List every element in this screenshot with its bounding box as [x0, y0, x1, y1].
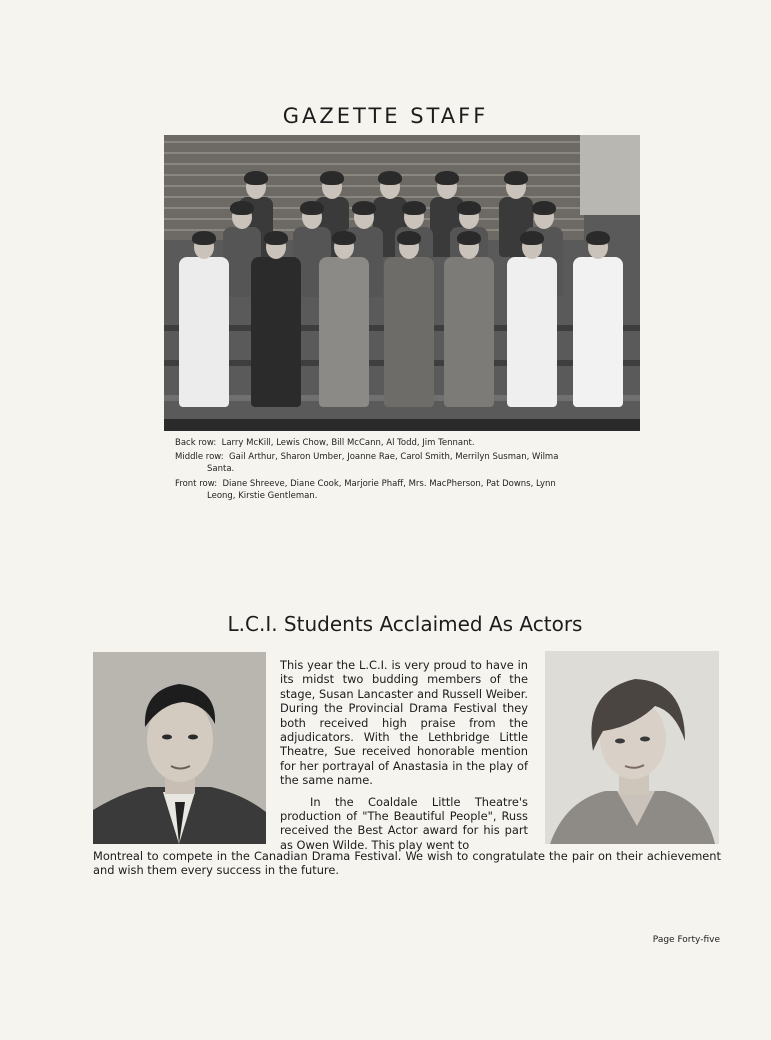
caption-back-row — [175, 437, 635, 449]
caption-names-cont: Leong, Kirstie Gentleman. — [207, 491, 318, 501]
page-number: Page Forty-five — [652, 935, 720, 945]
caption-names: Diane Shreeve, Diane Cook, Marjorie Phaff, Mrs. MacPherson, Pat Downs, Lynn — [222, 479, 556, 489]
man-portrait-icon — [93, 652, 266, 844]
caption-names-cont: Santa. — [207, 464, 235, 474]
portrait-russell — [93, 652, 266, 844]
door — [580, 135, 640, 215]
article-headline: L.C.I. Students Acclaimed As Actors — [227, 612, 583, 636]
article-paragraph: In the Coaldale Little Theatre's production of "The Beautiful People", Russ received the Best Actor award for his part as Owen Wilde. This play went to — [280, 794, 528, 852]
caption-middle-row — [175, 451, 635, 475]
caption-names: Larry McKill, Lewis Chow, Bill McCann, Al Todd, Jim Tennant. — [221, 438, 475, 448]
article-paragraph: This year the L.C.I. is very proud to have in its midst two budding members of the stage, Susan Lancaster and Russell Weiber. During the Provincial Drama Festival they both received high praise from the adjudicators. With the Lethbridge Little Theatre, Sue received honorable mention for her portrayal of Anastasia in the play of the same name. — [280, 658, 528, 788]
caption-names: Gail Arthur, Sharon Umber, Joanne Rae, Carol Smith, Merrilyn Susman, Wilma — [229, 452, 559, 462]
article-conclusion: Montreal to compete in the Canadian Drama Festival. We wish to congratulate the pair on their achievement and wish them every success in the future. — [93, 849, 721, 878]
caption-label: Back row: — [175, 438, 217, 448]
caption-label: Front row: — [175, 479, 218, 489]
caption-front-row — [175, 478, 635, 502]
article-column — [280, 658, 528, 852]
woman-portrait-icon — [545, 651, 719, 844]
page-title: GAZETTE STAFF — [282, 104, 489, 128]
group-photo — [164, 135, 640, 431]
floor — [164, 419, 640, 431]
portrait-susan — [545, 651, 719, 844]
caption-label: Middle row: — [175, 452, 224, 462]
